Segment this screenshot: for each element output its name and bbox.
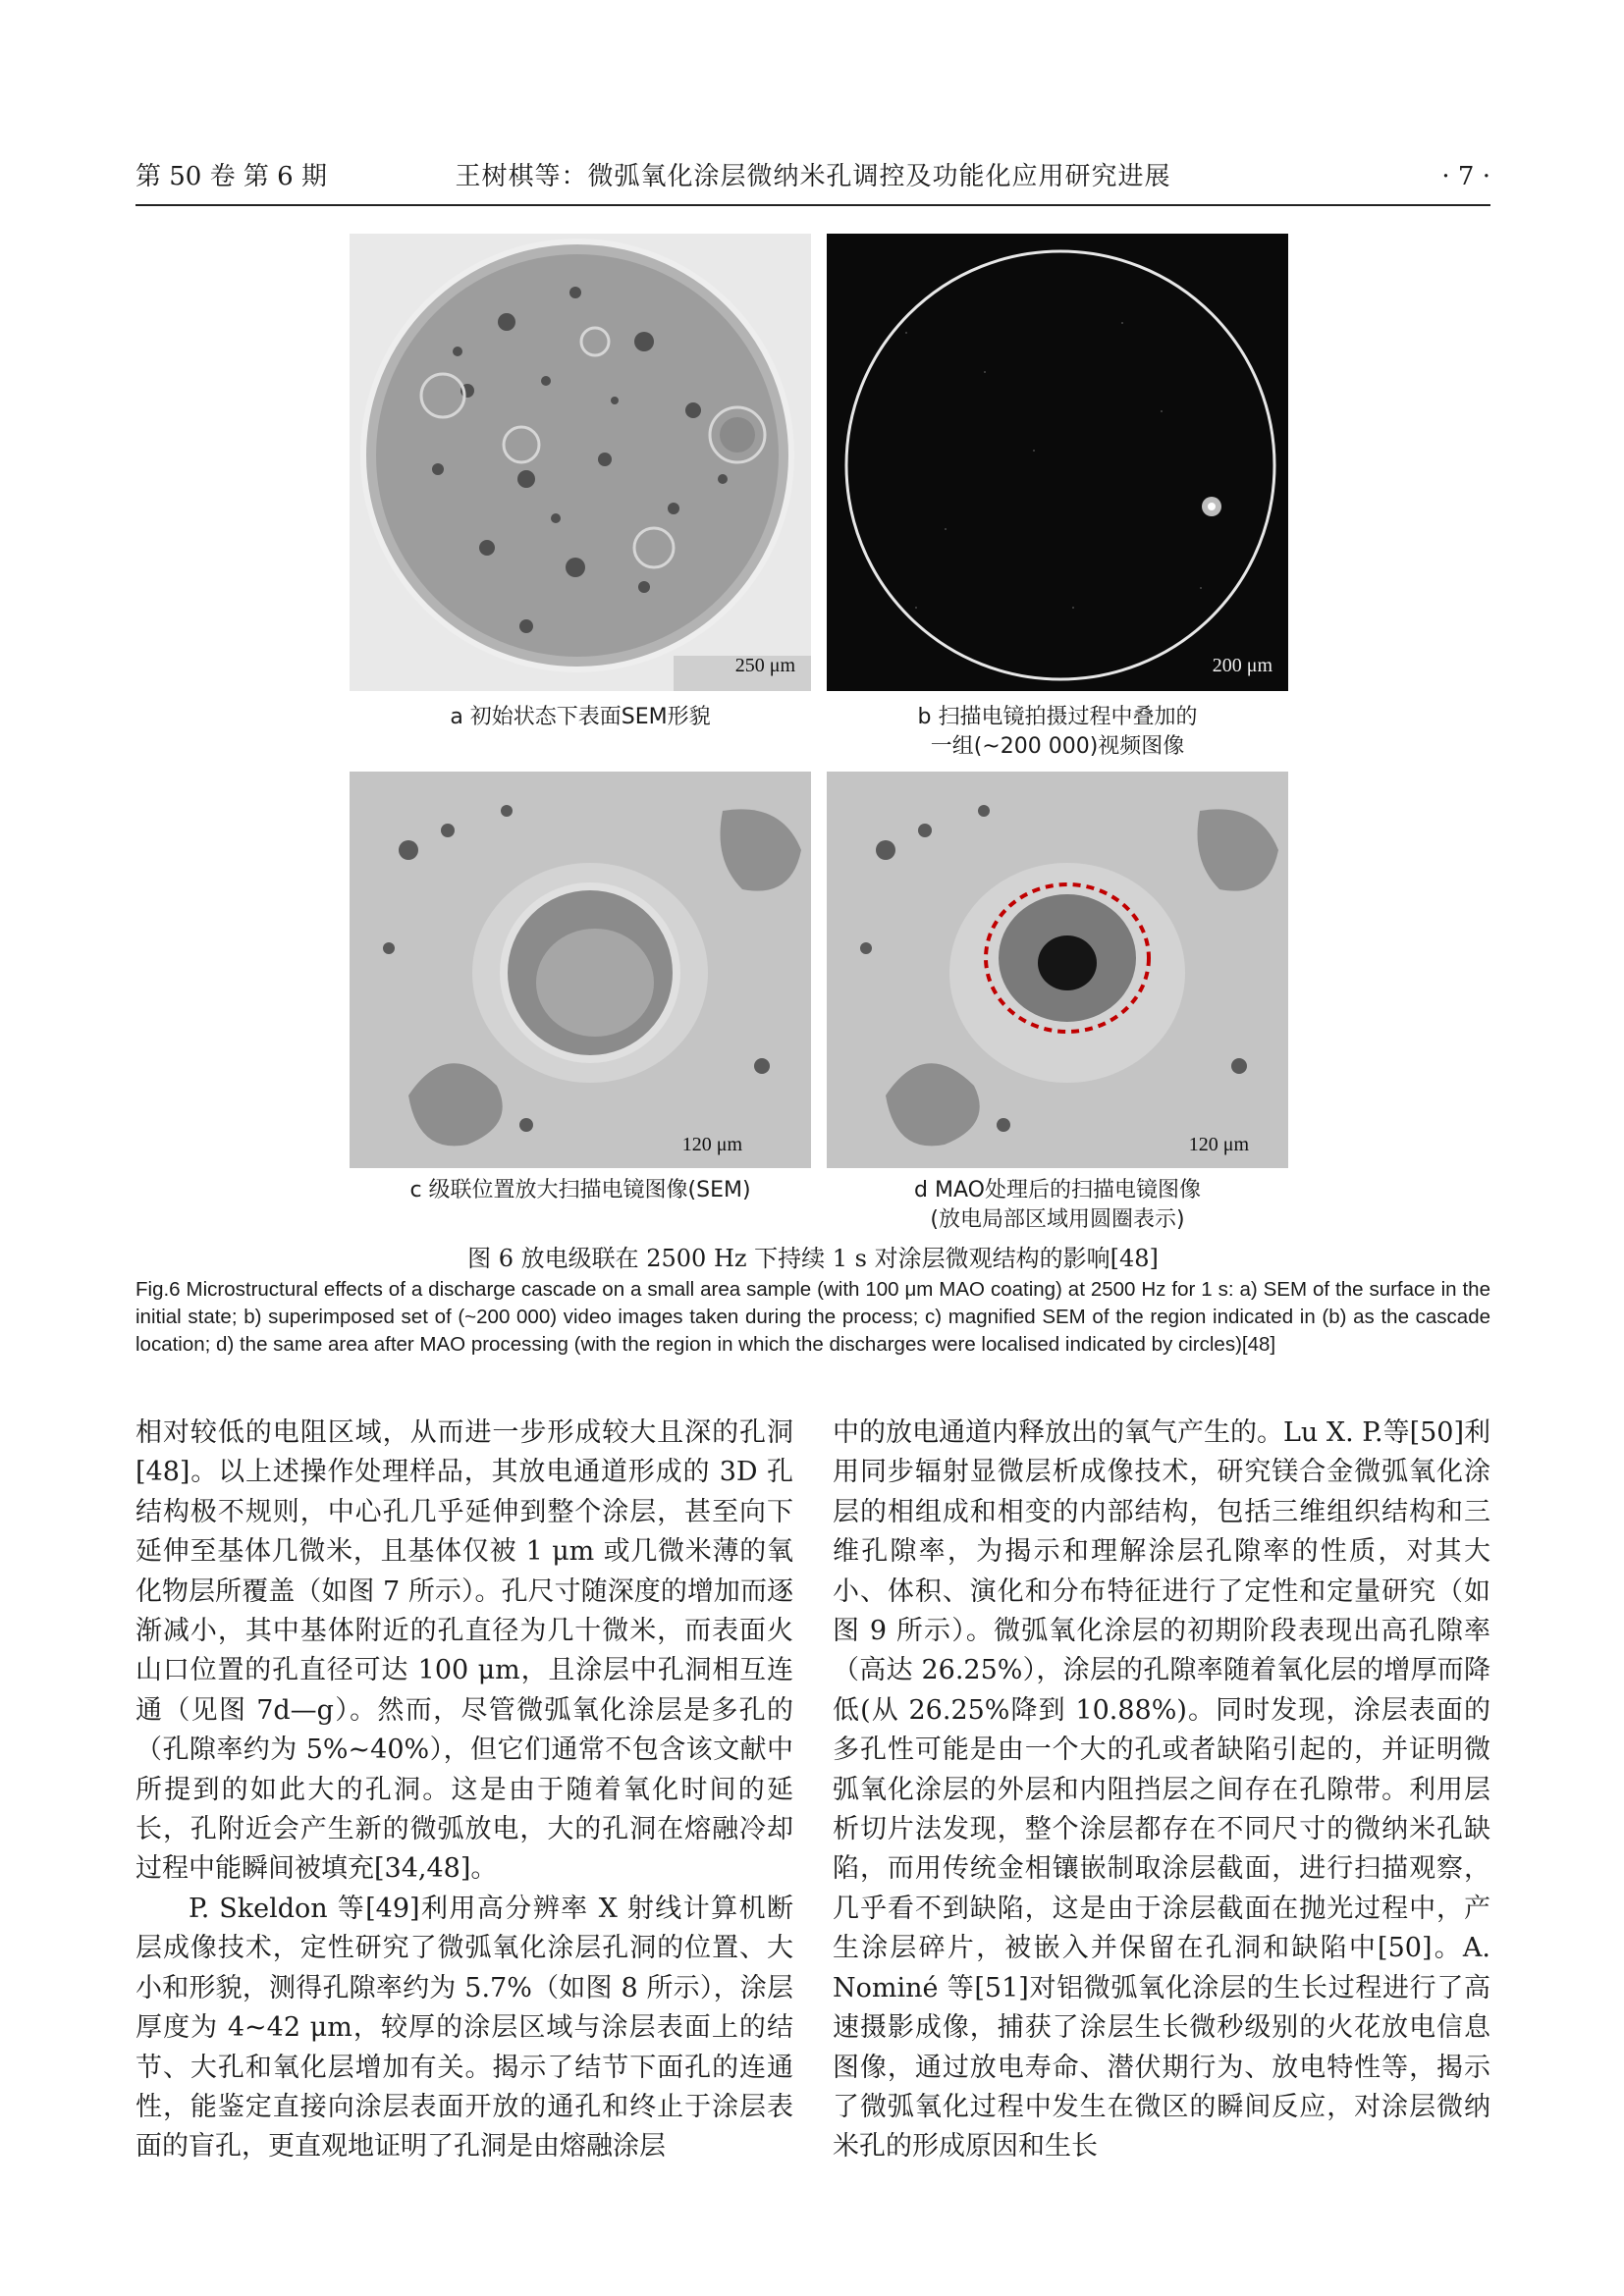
figure-panel-b xyxy=(827,234,1288,691)
paragraph: 中的放电通道内释放出的氧气产生的。Lu X. P.等[50]利用同步辐射显微层析成像技术，研究镁合金微弧氧化涂层的相组成和相变的内部结构，包括三维组织结构和三维孔隙率，为揭示和理解涂层孔隙率的性质，对其大小、体积、演化和分布特征进行了定性和定量研究（如图 9 所示）。微弧氧化涂层的初期阶段表现出高孔隙率（高达 26.25%），涂层的孔隙率随着氧化层的增厚而降低(从 26.25%降到 10.88%)。同时发现，涂层表面的多孔性可能是由一个大的孔或者缺陷引起的，并证明微弧氧化涂层的外层和内阻挡层之间存在孔隙带。利用层析切片法发现，整个涂层都存在不同尺寸的微纳米孔缺陷，而用传统金相镶嵌制取涂层截面，进行扫描观察，几乎看不到缺陷，这是由于涂层截面在抛光过程中，产生涂层碎片，被嵌入并保留在孔洞和缺陷中[50]。A. Nominé 等[51]对铝微弧氧化涂层的生长过程进行了高速摄影成像，捕获了涂层生长微秒级别的火花放电信息图像，通过放电寿命、潜伏期行为、放电特性等，揭示了微弧氧化过程中发生在微区的瞬间反应，对涂层微纳米孔的形成原因和生长 xyxy=(833,1417,1490,2163)
scale-bar-label-c: 120 μm xyxy=(681,1134,742,1155)
page-number: · 7 · xyxy=(1441,162,1490,191)
scale-bar-label-a: 250 μm xyxy=(734,655,795,676)
scale-bar-label-d: 120 μm xyxy=(1188,1134,1249,1155)
scale-bar-label-b: 200 μm xyxy=(1212,655,1272,676)
running-title: 王树棋等：微弧氧化涂层微纳米孔调控及功能化应用研究进展 xyxy=(455,162,1171,191)
figure-title: 图 6 放电级联在 2500 Hz 下持续 1 s 对涂层微观结构的影响[48] xyxy=(467,1245,1159,1272)
sem-image-a xyxy=(350,234,811,691)
figure-caption-en: Fig.6 Microstructural effects of a discharge cascade on a small area sample (with 100 μm MAO coating) at 2500 Hz for 1 s: a) SEM of the surface in the initial state; b) superimposed set of (~200 000) video images taken during the process; c) magnified SEM of the region indicated in (b) as the cascade location; d) the same area after MAO processing (with the region in which the discharges were localised indicated by circles)[48] xyxy=(135,1278,1490,1356)
panel-d-caption: d MAO处理后的扫描电镜图像 (放电局部区域用圆圈表示) xyxy=(914,1178,1201,1232)
paragraph: P. Skeldon 等[49]利用高分辨率 X 射线计算机断层成像技术，定性研究了微弧氧化涂层孔洞的位置、大小和形貌，测得孔隙率约为 5.7%（如图 8 所示），涂层厚度为 4~42 μm，较厚的涂层区域与涂层表面上的结节、大孔和氧化层增加有关。揭示了结节下面孔的连通性，能鉴定直接向涂层表面开放的通孔和终止于涂层表面的盲孔，更直观地证明了孔洞是由熔融涂层 xyxy=(135,1893,793,2163)
body-column-left xyxy=(135,1414,793,2167)
body-column-right xyxy=(833,1414,1490,2167)
running-header xyxy=(135,157,1490,196)
figure-panel-d xyxy=(827,772,1288,1168)
panel-b-caption: b 扫描电镜拍摄过程中叠加的 一组(~200 000)视频图像 xyxy=(917,705,1198,759)
panel-a-caption: a 初始状态下表面SEM形貌 xyxy=(450,705,711,729)
header-rule xyxy=(135,204,1490,206)
sem-image-d xyxy=(827,772,1288,1168)
sem-image-c xyxy=(350,772,811,1168)
video-image-b xyxy=(827,234,1288,691)
figure-panel-a xyxy=(350,234,811,691)
journal-issue: 第 50 卷 第 6 期 xyxy=(135,162,327,191)
figure-panel-c xyxy=(350,772,811,1168)
panel-c-caption: c 级联位置放大扫描电镜图像(SEM) xyxy=(409,1178,751,1202)
paragraph: 相对较低的电阻区域，从而进一步形成较大且深的孔洞[48]。以上述操作处理样品，其放电通道形成的 3D 孔结构极不规则，中心孔几乎延伸到整个涂层，甚至向下延伸至基体几微米，且基体仅被 1 μm 或几微米薄的氧化物层所覆盖（如图 7 所示）。孔尺寸随深度的增加而逐渐减小，其中基体附近的孔直径为几十微米，而表面火山口位置的孔直径可达 100 μm，且涂层中孔洞相互连通（见图 7d—g）。然而，尽管微弧氧化涂层是多孔的（孔隙率约为 5%~40%），但它们通常不包含该文献中所提到的如此大的孔洞。这是由于随着氧化时间的延长，孔附近会产生新的微弧放电，大的孔洞在熔融冷却过程中能瞬间被填充[34,48]。 xyxy=(135,1417,793,1885)
